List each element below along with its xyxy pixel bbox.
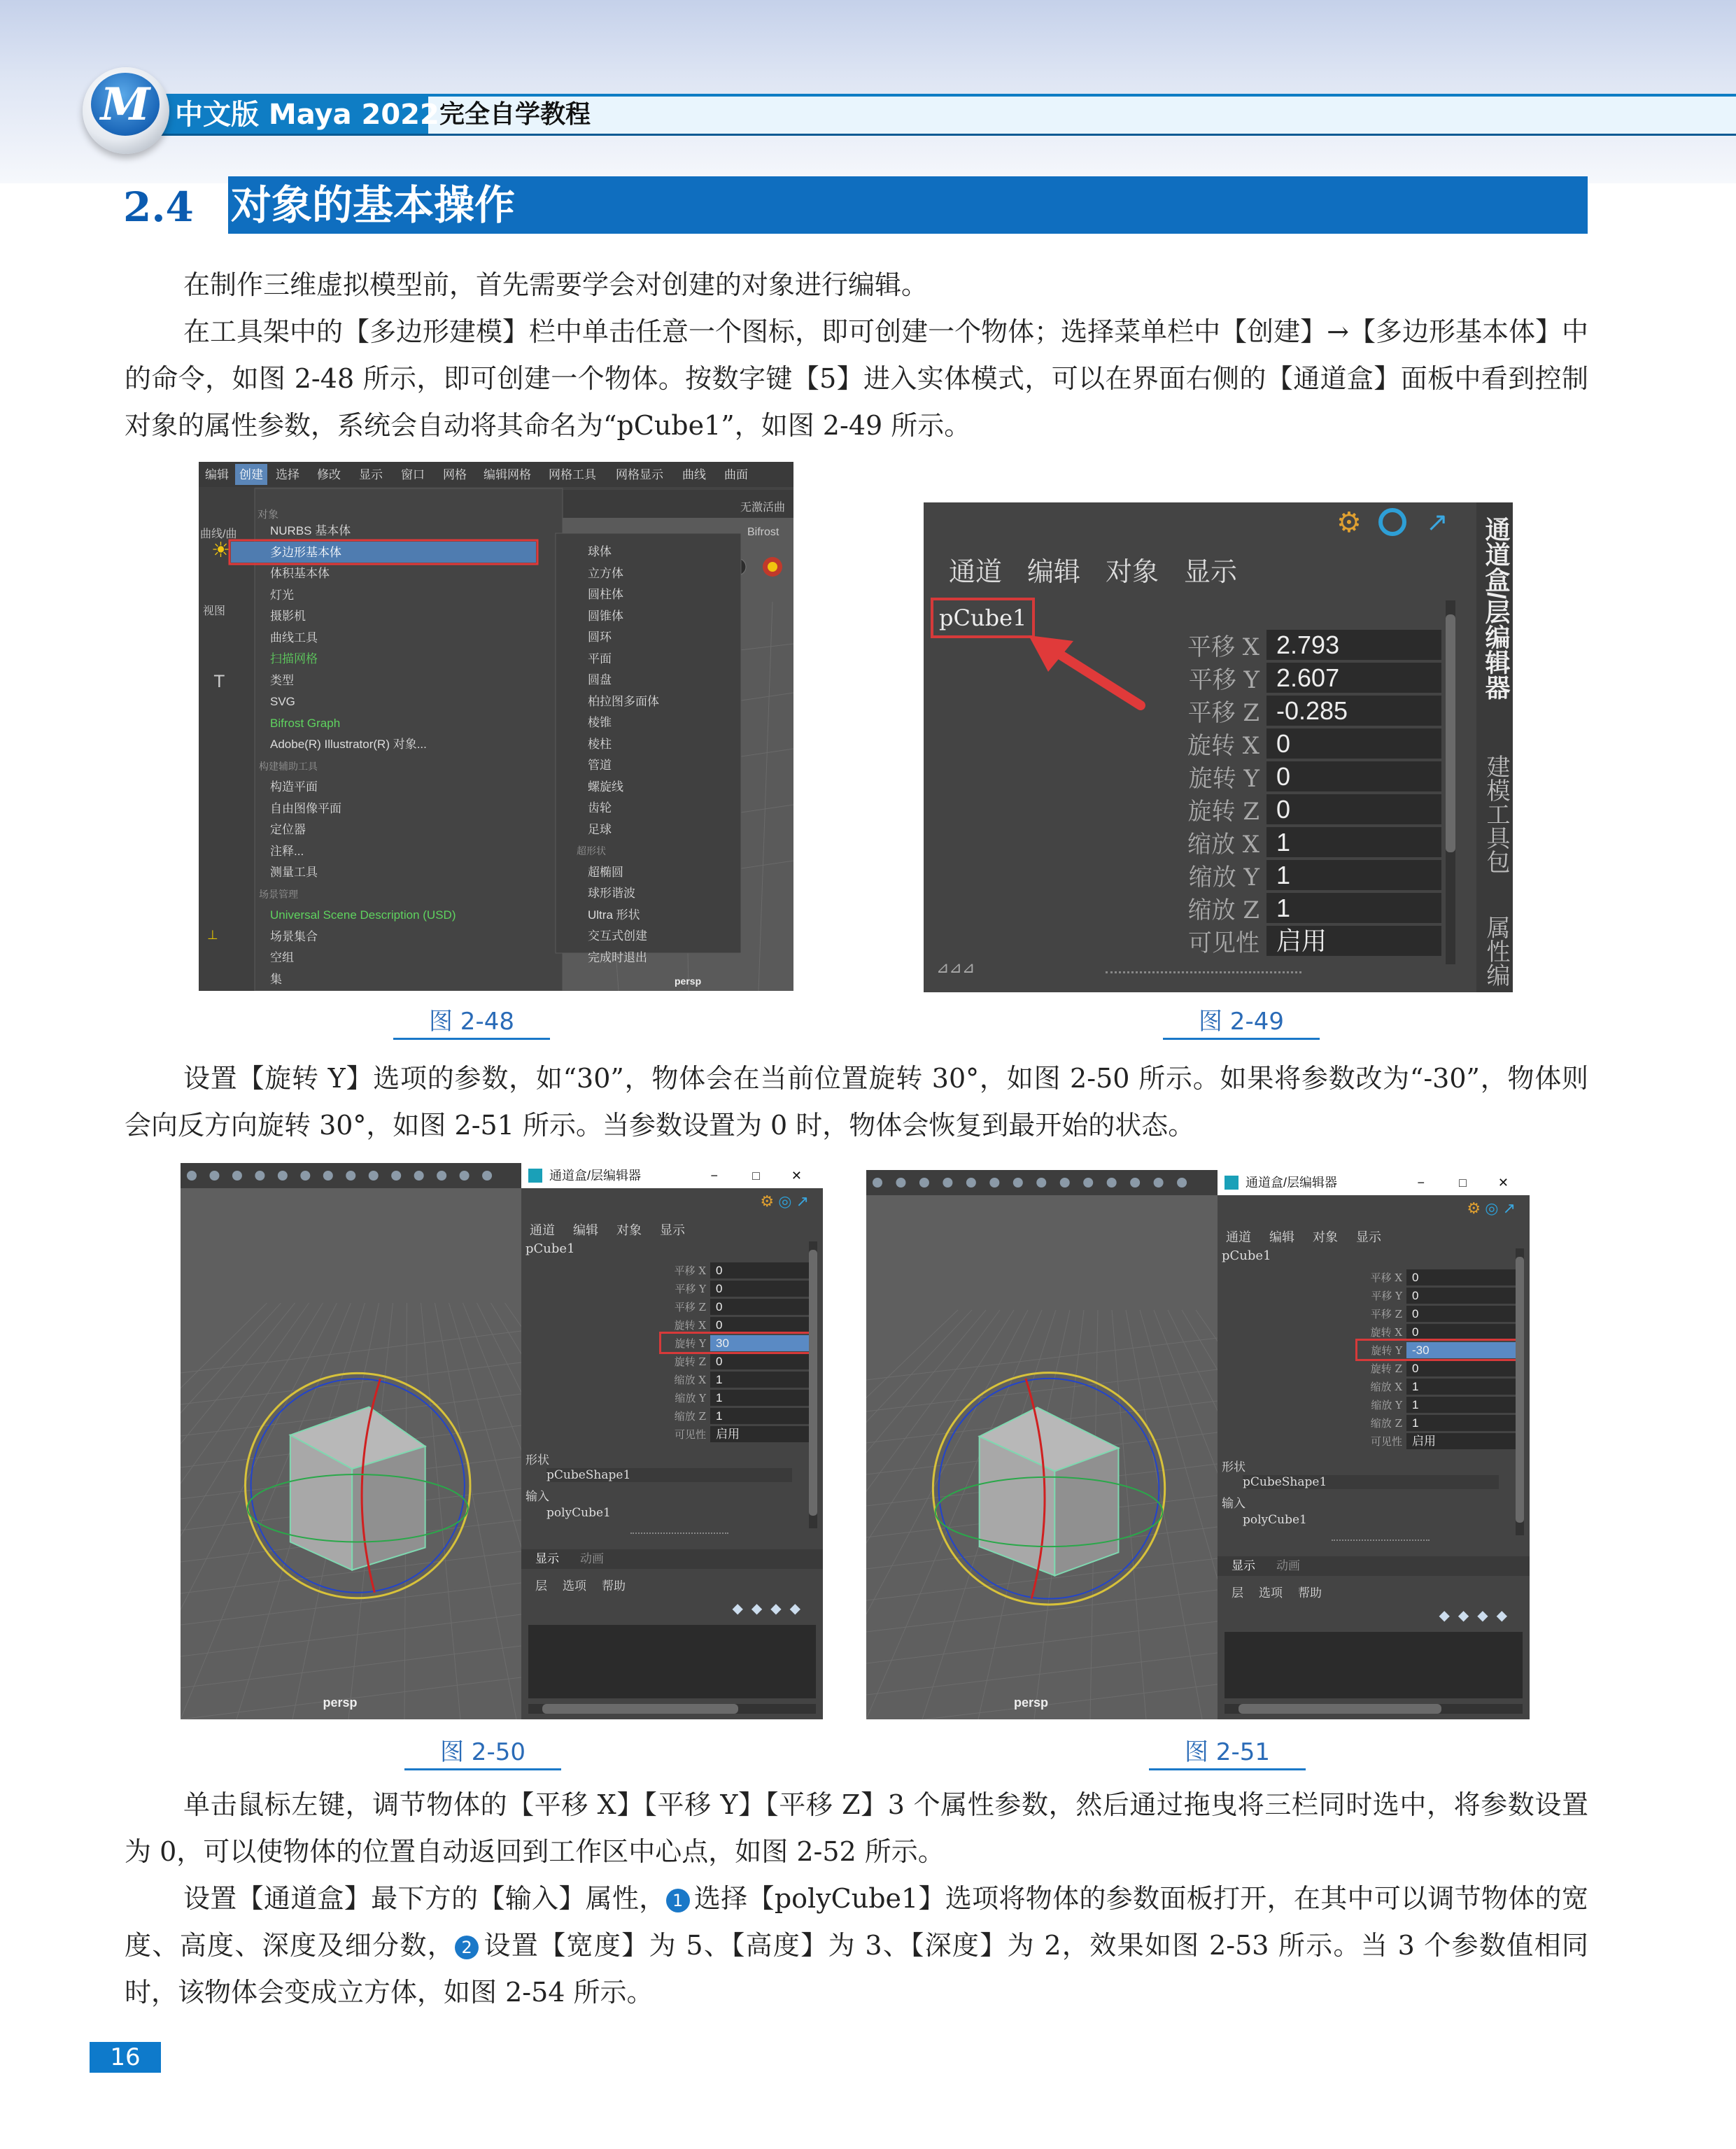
figure-2-50-caption-rule <box>404 1768 561 1770</box>
f48-menu-item[interactable]: 多边形基本体 <box>270 545 341 559</box>
f51-tab[interactable]: 编辑 <box>1269 1230 1294 1244</box>
f48-menu-item[interactable]: 构建辅助工具 <box>259 760 318 772</box>
f48-polygon-submenu <box>577 542 735 968</box>
paragraph-1: 在制作三维虚拟模型前，首先需要学会对创建的对象进行编辑。 <box>183 269 929 300</box>
f50-tab[interactable]: 显示 <box>660 1223 685 1237</box>
f49-attribute-value[interactable]: 2.793 <box>1266 630 1441 660</box>
f50-tab[interactable]: 编辑 <box>573 1223 598 1237</box>
f50-channel-box-window <box>521 1163 823 1719</box>
f48-menu-item[interactable]: Universal Scene Description (USD) <box>270 908 456 922</box>
f50-layer-menu <box>535 1576 626 1593</box>
f51-attribute-label: 缩放 Y <box>1371 1398 1402 1411</box>
f48-submenu-item[interactable]: 超椭圆 <box>588 865 623 879</box>
figure-2-50-caption: 图 2-50 <box>440 1738 525 1766</box>
f48-menu-header: 对象 <box>257 509 279 521</box>
f48-submenu-item[interactable]: Ultra 形状 <box>588 908 640 922</box>
f49-attribute-row <box>1183 628 1441 661</box>
f49-attribute-row <box>1183 793 1441 826</box>
f51-object-name[interactable]: pCube1 <box>1222 1248 1271 1263</box>
f51-tabbar <box>1226 1227 1381 1246</box>
f50-attribute-label: 可见性 <box>674 1428 706 1441</box>
f48-menu-window[interactable]: 窗口 <box>401 468 425 481</box>
f50-app-icon <box>528 1169 542 1183</box>
f50-attribute-rows <box>661 1261 809 1443</box>
f48-right-label-1: 无激活曲 <box>740 502 786 514</box>
svg-text:☀: ☀ <box>211 538 230 563</box>
f50-window-title: 通道盒/层编辑器 <box>549 1169 642 1183</box>
f49-attribute-row <box>1183 760 1441 793</box>
f49-bottom-icons: ⊿⊿⊿ <box>936 959 975 976</box>
f49-attribute-value[interactable]: 1 <box>1266 827 1441 857</box>
f49-attribute-row <box>1183 826 1441 859</box>
f48-submenu-item[interactable]: 平面 <box>588 651 612 665</box>
f51-attribute-row <box>1357 1341 1516 1359</box>
f51-layer-list <box>1225 1632 1523 1698</box>
f50-layer-icons[interactable]: ◆◆◆◆ <box>732 1601 809 1616</box>
f48-menu-surfaces[interactable]: 曲面 <box>724 468 748 481</box>
svg-text:T: T <box>214 672 225 691</box>
f50-shape-label: 形状 <box>525 1453 549 1467</box>
f51-attribute-label: 平移 Y <box>1371 1289 1402 1302</box>
f48-menu-item[interactable]: 注释... <box>270 844 304 858</box>
f50-attribute-value[interactable]: 1 <box>710 1408 809 1424</box>
f50-viewport[interactable] <box>181 1163 521 1719</box>
f51-attribute-row <box>1357 1304 1516 1323</box>
f50-layer-list <box>528 1625 816 1698</box>
f50-layer-tabbar <box>521 1549 823 1569</box>
f48-menu-item[interactable]: 摄影机 <box>270 610 306 623</box>
f51-toolbar-icons: ⚙ ◎ ↗ <box>1467 1199 1516 1217</box>
f50-attribute-label: 平移 Z <box>674 1300 706 1313</box>
f50-attribute-value[interactable]: 0 <box>710 1353 809 1369</box>
f51-attribute-value[interactable]: 启用 <box>1406 1433 1516 1449</box>
f51-titlebar <box>1218 1170 1530 1195</box>
logo-letter: M <box>91 73 160 136</box>
f49-attribute-label: 缩放 Z <box>1187 896 1259 924</box>
f49-object-name[interactable]: pCube1 <box>931 598 1035 638</box>
f51-layer-menu-item[interactable]: 选项 <box>1259 1586 1283 1600</box>
f49-attribute-row <box>1183 727 1441 760</box>
f51-attribute-label: 平移 X <box>1370 1271 1402 1284</box>
f49-splitter[interactable] <box>1106 971 1301 973</box>
f48-submenu-item[interactable]: 足球 <box>588 822 612 836</box>
f51-minimize-icon[interactable]: − <box>1417 1176 1425 1190</box>
step-2-badge: 2 <box>455 1936 479 1959</box>
f48-menu-item[interactable]: 体积基本体 <box>270 567 330 580</box>
f48-left-label-2: 视图 <box>203 605 226 617</box>
f50-view-label: persp <box>323 1696 358 1710</box>
f48-menu-item[interactable]: 灯光 <box>270 588 294 602</box>
f49-attribute-row <box>1183 859 1441 892</box>
f51-input-name[interactable]: polyCube1 <box>1243 1513 1307 1527</box>
f49-tab[interactable]: 显示 <box>1184 558 1238 587</box>
f50-layer-tab[interactable]: 显示 <box>535 1552 559 1565</box>
f49-tab[interactable]: 对象 <box>1106 558 1159 587</box>
f50-layer-tab[interactable]: 动画 <box>580 1552 604 1565</box>
f48-menu-item[interactable]: 场景管理 <box>259 888 298 900</box>
f48-menu-item[interactable]: Bifrost Graph <box>270 716 341 730</box>
f51-attribute-row <box>1357 1395 1516 1414</box>
figure-2-48-screenshot <box>199 462 793 991</box>
f51-attribute-row <box>1357 1414 1516 1432</box>
f50-attribute-value[interactable]: 0 <box>710 1299 809 1315</box>
f50-attribute-row <box>661 1425 809 1443</box>
figure-2-49-screenshot <box>924 502 1513 992</box>
f50-layer-menu-item[interactable]: 选项 <box>563 1579 586 1593</box>
f48-left-label-1: 曲线/曲 <box>200 528 237 540</box>
f51-attribute-value[interactable]: 0 <box>1406 1360 1516 1376</box>
f50-splitter[interactable] <box>630 1533 728 1534</box>
f50-attribute-row <box>661 1334 809 1352</box>
f48-menu-item[interactable]: SVG <box>270 695 295 708</box>
f49-side-tab-modeling-toolkit[interactable]: 建模工具包 <box>1483 754 1509 873</box>
f51-attribute-label: 缩放 X <box>1370 1380 1402 1393</box>
f49-arrow-icon[interactable]: ↗ <box>1426 507 1448 537</box>
f48-menu-mesh[interactable]: 网格 <box>443 468 467 481</box>
paragraph-2: 在工具架中的【多边形建模】栏中单击任意一个图标，即可创建一个物体；选择菜单栏中【创建】→【多边形基本体】中的命令，如图 2-48 所示，即可创建一个物体。按数字键【5】进入实体模式，可以在界面右侧的【通道盒】面板中看到控制对象的属性参数，系统会自动将其命名为“pCube1”，如图 2-49 所示。 <box>125 316 1588 441</box>
paragraph-5-part-a: 设置【通道盒】最下方的【输入】属性， <box>183 1883 666 1914</box>
f48-submenu-item[interactable]: 球形谐波 <box>588 887 635 900</box>
f48-create-menu <box>259 521 550 990</box>
f50-tabbar <box>530 1220 685 1239</box>
f51-attribute-row <box>1357 1377 1516 1395</box>
f50-attribute-label: 平移 X <box>674 1264 706 1277</box>
f48-menu-item[interactable]: NURBS 基本体 <box>270 524 351 537</box>
f48-right-label-2: Bifrost <box>747 526 779 538</box>
f51-attribute-value[interactable]: -30 <box>1406 1342 1516 1358</box>
figure-2-51-screenshot <box>866 1170 1530 1719</box>
f50-toolbar-icons: ⚙ ◎ ↗ <box>760 1192 809 1210</box>
f51-attribute-label: 平移 Z <box>1370 1307 1402 1320</box>
f48-menu-edit-mesh[interactable]: 编辑网格 <box>484 468 531 481</box>
f48-menu-mesh-display[interactable]: 网格显示 <box>616 468 663 481</box>
f51-attribute-value[interactable]: 1 <box>1406 1415 1516 1431</box>
f51-channel-box-window <box>1218 1170 1530 1719</box>
f49-attribute-label: 可见性 <box>1188 929 1259 957</box>
f48-submenu-item[interactable]: 立方体 <box>588 566 623 580</box>
f50-attribute-row <box>661 1407 809 1425</box>
f50-titlebar <box>521 1163 823 1188</box>
f50-shape-name[interactable]: pCubeShape1 <box>546 1468 792 1482</box>
page-header-band <box>0 0 1736 183</box>
f48-menu-item[interactable]: Adobe(R) Illustrator(R) 对象... <box>270 738 427 751</box>
f48-menu-edit[interactable]: 编辑 <box>205 468 229 481</box>
f50-object-name[interactable]: pCube1 <box>525 1241 575 1256</box>
f51-attribute-value[interactable]: 0 <box>1406 1269 1516 1285</box>
figure-2-49-caption-rule <box>1163 1038 1320 1040</box>
step-1-badge: 1 <box>666 1889 690 1912</box>
maya-logo <box>83 67 169 154</box>
book-subtitle: 完全自学教程 <box>439 100 591 129</box>
f48-submenu-item[interactable]: 棱锥 <box>588 716 612 729</box>
f51-input-label: 输入 <box>1222 1497 1245 1510</box>
figure-2-50-screenshot <box>181 1163 823 1719</box>
f48-submenu-item[interactable]: 柏拉图多面体 <box>588 694 659 708</box>
f50-input-label: 输入 <box>525 1490 549 1503</box>
f49-side-tab-attribute-editor[interactable]: 属性编 <box>1483 915 1509 987</box>
paragraph-5-part-b: 选择【polyCube1】选项将物体的参数面板打开，在其中可以调节物体的宽度、高度、深度及细分数， <box>125 1883 1588 1961</box>
f51-attribute-label: 旋转 Y <box>1371 1344 1402 1357</box>
section-number: 2.4 <box>123 183 194 231</box>
figure-2-51-caption-rule <box>1149 1768 1306 1770</box>
f50-attribute-value[interactable]: 0 <box>710 1281 809 1297</box>
f51-layer-tabbar <box>1218 1556 1530 1576</box>
f49-attribute-value[interactable]: 启用 <box>1266 926 1441 956</box>
f51-attribute-row <box>1357 1268 1516 1286</box>
book-title: 中文版 Maya 2022 <box>175 99 439 131</box>
f48-menu-create[interactable]: 创建 <box>239 468 263 481</box>
f51-attribute-rows <box>1357 1268 1516 1450</box>
f48-menu-curves[interactable]: 曲线 <box>682 468 706 481</box>
paragraph-4: 单击鼠标左键，调节物体的【平移 X】【平移 Y】【平移 Z】3 个属性参数，然后通过拖曳将三栏同时选中，将参数设置为 0，可以使物体的位置自动返回到工作区中心点，如图 2-52 所示。 <box>125 1789 1588 1867</box>
f49-attribute-row <box>1183 924 1441 957</box>
f51-attribute-row <box>1357 1359 1516 1377</box>
f48-menu-item[interactable]: 场景集合 <box>270 929 318 943</box>
f51-tab[interactable]: 显示 <box>1356 1230 1381 1244</box>
f51-shape-name[interactable]: pCubeShape1 <box>1243 1475 1499 1489</box>
f48-menu-mesh-tools[interactable]: 网格工具 <box>549 468 596 481</box>
f49-attribute-value[interactable]: 1 <box>1266 860 1441 890</box>
f49-attribute-label: 旋转 Z <box>1187 798 1259 826</box>
f48-submenu-item[interactable]: 交互式创建 <box>588 929 647 943</box>
f50-attribute-label: 旋转 Y <box>675 1337 706 1350</box>
f50-attribute-row <box>661 1388 809 1407</box>
f51-layer-menu-item[interactable]: 层 <box>1232 1586 1243 1600</box>
f51-layer-tab[interactable]: 动画 <box>1276 1559 1300 1572</box>
f48-submenu-item[interactable]: 棱柱 <box>588 737 612 751</box>
f51-attribute-row <box>1357 1432 1516 1450</box>
f49-attribute-value[interactable]: -0.285 <box>1266 696 1441 726</box>
f51-scrollbar[interactable] <box>1516 1248 1524 1535</box>
f49-attribute-label: 平移 Y <box>1188 666 1259 694</box>
f49-attribute-value[interactable]: 1 <box>1266 893 1441 923</box>
f49-attribute-value[interactable]: 0 <box>1266 728 1441 759</box>
figure-2-48-caption-rule <box>393 1038 550 1040</box>
f51-attribute-value[interactable]: 0 <box>1406 1306 1516 1322</box>
f48-submenu-item[interactable]: 圆柱体 <box>588 588 623 601</box>
f50-attribute-label: 缩放 Y <box>675 1391 706 1404</box>
f50-hscrollbar[interactable] <box>528 1704 816 1714</box>
f49-red-arrow <box>1029 635 1169 719</box>
f50-maximize-icon[interactable]: □ <box>752 1169 760 1183</box>
f50-attribute-value[interactable]: 0 <box>710 1262 809 1278</box>
f48-menubar <box>199 465 793 486</box>
f51-attribute-label: 缩放 Z <box>1370 1416 1402 1430</box>
f48-menu-select[interactable]: 选择 <box>276 468 299 481</box>
f50-scrollbar[interactable] <box>809 1241 817 1528</box>
f48-menu-item[interactable]: 类型 <box>270 673 294 687</box>
f48-view-label: persp <box>675 975 702 987</box>
f50-attribute-label: 平移 Y <box>675 1282 706 1295</box>
f51-attribute-value[interactable]: 1 <box>1406 1397 1516 1413</box>
f49-panel <box>924 502 1476 992</box>
f48-menu-item[interactable]: 扫描网格 <box>270 652 318 665</box>
f49-side-tab-channelbox[interactable]: 通道盒/层编辑器 <box>1482 516 1511 700</box>
f50-attribute-value[interactable]: 1 <box>710 1372 809 1388</box>
f48-submenu-item[interactable]: 圆盘 <box>588 673 612 686</box>
f50-attribute-row <box>661 1261 809 1279</box>
f51-tab[interactable]: 对象 <box>1313 1230 1338 1244</box>
f49-attribute-label: 平移 Z <box>1187 699 1259 727</box>
f49-attribute-row <box>1183 694 1441 727</box>
f48-submenu-item[interactable]: 完成时退出 <box>588 950 647 964</box>
f50-tab[interactable]: 通道 <box>530 1223 555 1237</box>
f51-attribute-label: 旋转 Z <box>1370 1362 1402 1375</box>
f50-attribute-row <box>661 1370 809 1388</box>
f51-maximize-icon[interactable]: □ <box>1459 1176 1467 1190</box>
f51-attribute-row <box>1357 1323 1516 1341</box>
f49-attribute-label: 旋转 Y <box>1188 765 1259 793</box>
svg-text:⊥: ⊥ <box>207 928 218 943</box>
paragraph-5-part-c: 设置【宽度】为 5、【高度】为 3、【深度】为 2，效果如图 2-53 所示。当 3 个参数值相同时，该物体会变成立方体，如图 2-54 所示。 <box>125 1930 1588 2008</box>
f48-submenu-item[interactable]: 球体 <box>588 545 612 558</box>
f51-layer-menu <box>1232 1583 1322 1600</box>
f49-attribute-label: 旋转 X <box>1187 732 1259 760</box>
f49-attribute-value[interactable]: 0 <box>1266 761 1441 791</box>
f49-attribute-value[interactable]: 2.607 <box>1266 663 1441 693</box>
f49-attribute-row <box>1183 892 1441 924</box>
f50-attribute-value[interactable]: 启用 <box>710 1426 809 1442</box>
f49-attribute-value[interactable]: 0 <box>1266 794 1441 824</box>
f50-layer-menu-item[interactable]: 帮助 <box>602 1579 626 1593</box>
f51-tab[interactable]: 通道 <box>1226 1230 1251 1244</box>
f49-attribute-rows <box>1183 628 1441 957</box>
f48-submenu-item[interactable]: 圆锥体 <box>588 609 623 623</box>
f51-attribute-row <box>1357 1286 1516 1304</box>
f50-layer-menu-item[interactable]: 层 <box>535 1579 547 1593</box>
f48-menu-item[interactable]: 定位器 <box>270 823 306 836</box>
f49-attribute-row <box>1183 661 1441 694</box>
f50-minimize-icon[interactable]: − <box>710 1169 718 1183</box>
f50-attribute-row <box>661 1352 809 1370</box>
f51-window-title: 通道盒/层编辑器 <box>1245 1176 1338 1190</box>
f51-app-icon <box>1225 1176 1239 1190</box>
paragraph-3: 设置【旋转 Y】选项的参数，如“30”，物体会在当前位置旋转 30°，如图 2-50 所示。如果将参数改为“-30”，物体则会向反方向旋转 30°，如图 2-51 所示。当参数设置为 0 时，物体会恢复到最开始的状态。 <box>125 1063 1588 1141</box>
f48-menu-display[interactable]: 显示 <box>359 468 383 481</box>
f49-tab[interactable]: 编辑 <box>1027 558 1081 587</box>
figure-2-49-caption: 图 2-49 <box>1199 1008 1284 1036</box>
f50-attribute-row <box>661 1297 809 1316</box>
f50-attribute-value[interactable]: 1 <box>710 1390 809 1406</box>
f48-menu-item[interactable]: 曲线工具 <box>270 630 318 644</box>
figure-2-48-caption: 图 2-48 <box>429 1008 514 1036</box>
f51-layer-tab[interactable]: 显示 <box>1232 1559 1255 1572</box>
f49-tabbar <box>949 550 1237 589</box>
f48-submenu-item[interactable]: 超形状 <box>577 845 606 857</box>
f50-attribute-label: 旋转 X <box>674 1318 706 1332</box>
f51-attribute-label: 旋转 X <box>1370 1325 1402 1339</box>
f51-layer-menu-item[interactable]: 帮助 <box>1298 1586 1322 1600</box>
section-title: 对象的基本操作 <box>231 181 516 229</box>
f48-menu-item[interactable]: 测量工具 <box>270 866 318 879</box>
f51-shape-label: 形状 <box>1222 1460 1245 1474</box>
f48-submenu-item[interactable]: 螺旋线 <box>588 780 623 794</box>
f51-hscrollbar[interactable] <box>1225 1704 1523 1714</box>
f48-menu-item[interactable]: 集 <box>270 972 282 986</box>
f48-menu-modify[interactable]: 修改 <box>317 468 341 481</box>
f49-attribute-label: 缩放 X <box>1187 831 1259 859</box>
f50-close-icon[interactable]: ✕ <box>791 1169 802 1183</box>
f49-move-icon[interactable]: ⚙ <box>1336 507 1362 539</box>
f50-attribute-row <box>661 1279 809 1297</box>
f48-submenu-item[interactable]: 管道 <box>588 759 612 772</box>
f50-input-name[interactable]: polyCube1 <box>546 1506 611 1520</box>
f48-menu-item[interactable]: 自由图像平面 <box>270 801 341 815</box>
page-number: 16 <box>90 2042 161 2073</box>
f48-menu-item[interactable]: 构造平面 <box>270 780 318 794</box>
paragraph-5 <box>125 1875 1588 2016</box>
f49-attribute-label: 缩放 Y <box>1188 864 1259 892</box>
f50-attribute-label: 缩放 Z <box>674 1409 706 1423</box>
f51-splitter[interactable] <box>1332 1539 1430 1541</box>
f48-menu-item[interactable]: 空组 <box>270 951 294 964</box>
f50-attribute-row <box>661 1316 809 1334</box>
f49-attribute-label: 平移 X <box>1187 633 1259 661</box>
f50-attribute-label: 旋转 Z <box>674 1355 706 1368</box>
f50-attribute-value[interactable]: 30 <box>710 1335 809 1351</box>
figure-2-51-caption: 图 2-51 <box>1185 1738 1270 1766</box>
f49-tab[interactable]: 通道 <box>949 558 1003 587</box>
f48-submenu-item[interactable]: 齿轮 <box>588 801 612 815</box>
f50-attribute-value[interactable]: 0 <box>710 1317 809 1333</box>
f51-attribute-value[interactable]: 0 <box>1406 1288 1516 1304</box>
f51-viewport[interactable] <box>866 1170 1218 1719</box>
f51-attribute-value[interactable]: 1 <box>1406 1379 1516 1395</box>
header-subtitle-box <box>428 97 1736 134</box>
f50-attribute-label: 缩放 X <box>674 1373 706 1386</box>
f48-submenu-item[interactable]: 圆环 <box>588 630 612 644</box>
f50-tab[interactable]: 对象 <box>616 1223 642 1237</box>
f51-attribute-value[interactable]: 0 <box>1406 1324 1516 1340</box>
f49-soft-icon[interactable] <box>1378 508 1406 536</box>
f51-close-icon[interactable]: ✕ <box>1497 1176 1509 1190</box>
f51-view-label: persp <box>1014 1696 1049 1710</box>
f51-layer-icons[interactable]: ◆◆◆◆ <box>1439 1608 1516 1623</box>
f51-attribute-label: 可见性 <box>1370 1435 1402 1448</box>
